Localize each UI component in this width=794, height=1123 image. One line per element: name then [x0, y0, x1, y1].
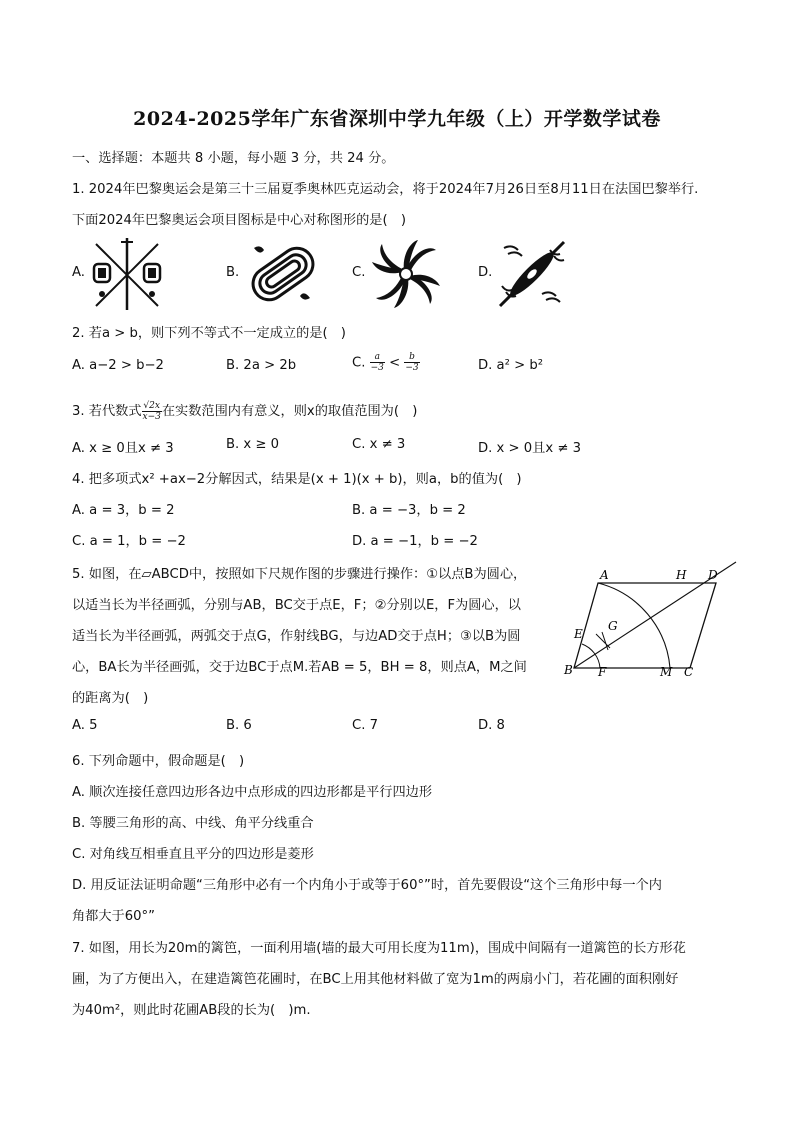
page-title: 2024-2025学年广东省深圳中学九年级（上）开学数学试卷	[133, 108, 661, 130]
q5-option-b: B. 6	[226, 718, 252, 733]
track-icon	[244, 236, 322, 312]
q6-option-c: C. 对角线互相垂直且平分的四边形是菱形	[72, 847, 314, 862]
q5-line2: 以适当长为半径画弧，分别与AB，BC交于点E，F；②分别以E，F为圆心，以	[72, 598, 521, 613]
canoe-icon	[494, 236, 570, 312]
q5-line3: 适当长为半径画弧，两弧交于点G，作射线BG，与边AD交于点H；③以B为圆	[72, 629, 521, 644]
point-m-label: M	[660, 665, 673, 679]
q5-line1: 5. 如图，在▱ABCD中，按照如下尺规作图的步骤进行操作：①以点B为圆心，	[72, 567, 527, 582]
q3-stem: 3. 若代数式 $\frac{√2x}{x-3}$ 在实数范围内有意义，则x的取值范围为( )	[72, 400, 418, 422]
q3-option-a: A. x ≥ 0且x ≠ 3	[72, 441, 174, 456]
q2-option-c: C. $\frac{a}{-3}$ < $\frac{b}{-3}$	[352, 352, 419, 373]
q1-option-d-label: D.	[478, 265, 493, 280]
q6-option-d-line2: 角都大于60°”	[72, 909, 155, 924]
q2-option-d: D. a² > b²	[478, 358, 543, 373]
pinwheel-icon	[370, 236, 442, 312]
q7-line3: 为40m²，则此时花圃AB段的长为( )m.	[72, 1003, 311, 1018]
q1-option-b-label: B.	[226, 265, 240, 280]
point-c-label: C	[684, 665, 694, 679]
q6-option-b: B. 等腰三角形的高、中线、角平分线重合	[72, 816, 314, 831]
q4-option-d: D. a = −1，b = −2	[352, 534, 478, 549]
q1-line1: 1. 2024年巴黎奥运会是第三十三届夏季奥林匹克运动会，将于2024年7月26日至8月11日在法国巴黎举行.	[72, 182, 699, 197]
point-a-label: A	[600, 568, 609, 582]
q4-option-c: C. a = 1，b = −2	[72, 534, 186, 549]
point-b-label: B	[564, 663, 573, 677]
q7-line1: 7. 如图，用长为20m的篱笆，一面利用墙(墙的最大可用长度为11m)，围成中间隔有一道篱笆的长方形花	[72, 941, 686, 956]
q1-option-a-label: A.	[72, 265, 85, 280]
q3-option-b: B. x ≥ 0	[226, 437, 280, 452]
q5-option-d: D. 8	[478, 718, 505, 733]
q4-option-b: B. a = −3，b = 2	[352, 503, 466, 518]
point-e-label: E	[574, 627, 583, 641]
q1-option-c-label: C.	[352, 265, 366, 280]
q1-line2: 下面2024年巴黎奥运会项目图标是中心对称图形的是( )	[72, 213, 406, 228]
q6-stem: 6. 下列命题中，假命题是( )	[72, 754, 245, 769]
q5-option-c: C. 7	[352, 718, 378, 733]
point-d-label: D	[708, 568, 718, 582]
q3-option-c: C. x ≠ 3	[352, 437, 406, 452]
section-heading: 一、选择题：本题共 8 小题，每小题 3 分，共 24 分。	[72, 151, 395, 166]
q6-option-d-line1: D. 用反证法证明命题“三角形中必有一个内角小于或等于60°”时，首先要假设“这个三角形中每一个内	[72, 878, 662, 893]
q3-option-d: D. x > 0且x ≠ 3	[478, 441, 581, 456]
q5-option-a: A. 5	[72, 718, 98, 733]
q2-stem: 2. 若a > b，则下列不等式不一定成立的是( )	[72, 326, 346, 341]
q5-line4: 心，BA长为半径画弧，交于边BC于点M.若AB = 5，BH = 8，则点A，M之间	[72, 660, 527, 675]
point-g-label: G	[608, 619, 618, 633]
q7-line2: 圃，为了方便出入，在建造篱笆花圃时，在BC上用其他材料做了宽为1m的两扇小门，若花圃的面积刚好	[72, 972, 679, 987]
q4-option-a: A. a = 3，b = 2	[72, 503, 175, 518]
q2-option-b: B. 2a > 2b	[226, 358, 297, 373]
q4-stem: 4. 把多项式x² +ax−2分解因式，结果是(x + 1)(x + b)，则a，b的值为( )	[72, 472, 522, 487]
parallelogram-figure	[560, 560, 740, 682]
q6-option-a: A. 顺次连接任意四边形各边中点形成的四边形都是平行四边形	[72, 785, 433, 800]
q2-option-a: A. a−2 > b−2	[72, 358, 164, 373]
point-f-label: F	[598, 665, 607, 679]
q5-line5: 的距离为( )	[72, 691, 149, 706]
fencing-icon	[88, 236, 166, 312]
point-h-label: H	[676, 568, 687, 582]
